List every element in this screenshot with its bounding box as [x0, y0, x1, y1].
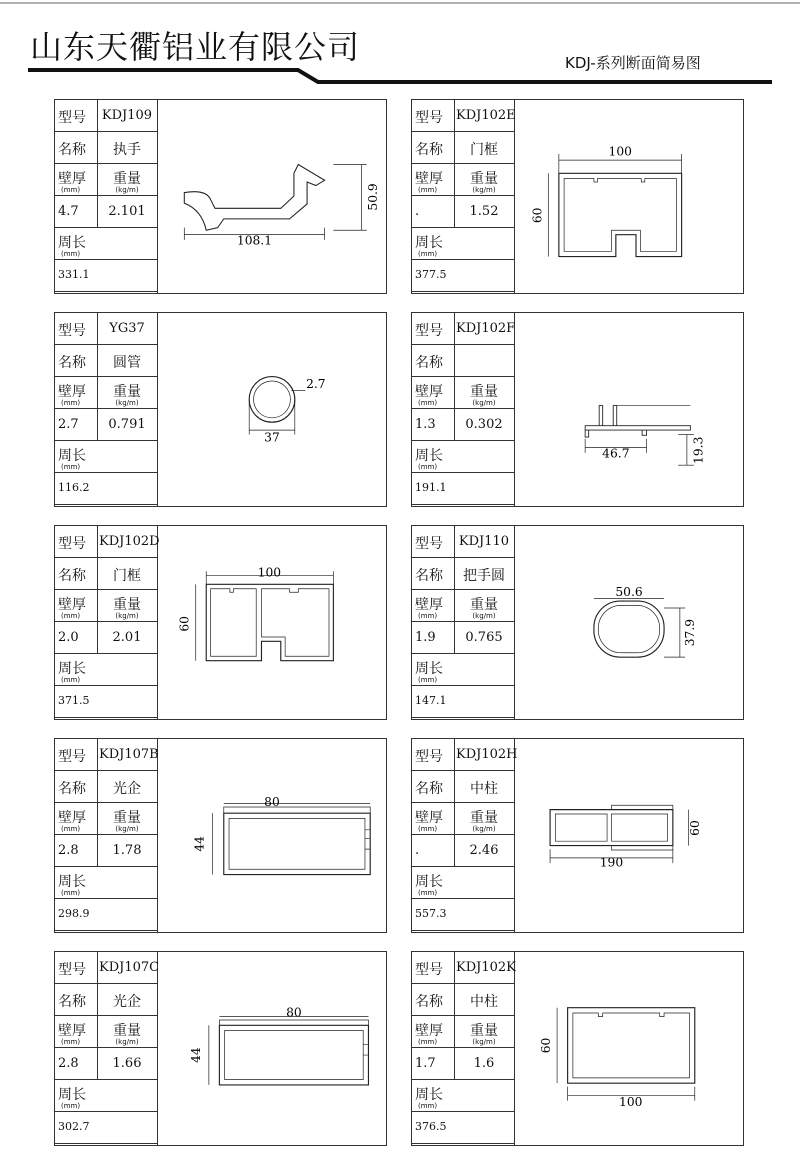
perimeter-label: 周长 — [415, 874, 443, 890]
wall-unit: (mm) — [418, 1038, 438, 1046]
name-value: 执手 — [113, 142, 141, 158]
model-label: 型号 — [58, 536, 86, 552]
dim-label: 190 — [599, 855, 624, 870]
profile-card — [411, 525, 744, 720]
dim-label: 44 — [189, 1047, 204, 1063]
model-value: YG37 — [109, 321, 145, 336]
weight-unit: (kg/m) — [472, 825, 496, 833]
model-value: KDJ102D — [99, 534, 160, 549]
perimeter-value: 191.1 — [415, 481, 447, 494]
name-label: 名称 — [415, 781, 443, 797]
dim-label: 60 — [530, 207, 545, 224]
perimeter-unit: (mm) — [61, 463, 81, 471]
model-value: KDJ109 — [101, 108, 153, 123]
weight-value: 0.302 — [465, 417, 503, 432]
wall-unit: (mm) — [61, 825, 81, 833]
wall-unit: (mm) — [61, 612, 81, 620]
perimeter-value: 116.2 — [58, 481, 90, 494]
weight-label: 重量 — [113, 597, 141, 613]
spec-table — [55, 526, 158, 719]
perimeter-label: 周长 — [58, 874, 86, 890]
perimeter-value: 147.1 — [415, 694, 447, 707]
weight-unit: (kg/m) — [115, 186, 139, 194]
perimeter-label: 周长 — [58, 1087, 86, 1103]
model-label: 型号 — [415, 323, 443, 339]
wall-unit: (mm) — [61, 186, 81, 194]
name-value: 门框 — [470, 142, 498, 158]
profile-card — [411, 99, 744, 294]
model-label: 型号 — [415, 110, 443, 126]
wall-label: 壁厚 — [415, 810, 443, 826]
spec-table — [55, 739, 158, 932]
name-value: 中柱 — [470, 994, 498, 1010]
dim-label: 46.7 — [602, 446, 630, 461]
weight-value: 1.78 — [112, 843, 142, 858]
wall-unit: (mm) — [61, 1038, 81, 1046]
perimeter-unit: (mm) — [61, 1102, 81, 1110]
name-value: 中柱 — [470, 781, 498, 797]
perimeter-unit: (mm) — [418, 676, 438, 684]
weight-value: 2.46 — [469, 843, 499, 858]
dim-label: 60 — [177, 616, 192, 632]
perimeter-label: 周长 — [58, 661, 86, 677]
dim-label: 60 — [539, 1037, 554, 1054]
model-label: 型号 — [58, 110, 86, 126]
profile-section-drawing — [515, 739, 743, 932]
wall-value: 1.3 — [415, 417, 436, 432]
weight-value: 0.791 — [108, 417, 146, 432]
wall-label: 壁厚 — [58, 384, 86, 400]
perimeter-value: 371.5 — [58, 694, 90, 707]
weight-value: 2.101 — [108, 204, 146, 219]
perimeter-unit: (mm) — [61, 250, 81, 258]
weight-unit: (kg/m) — [115, 612, 139, 620]
wall-value: 1.7 — [415, 1056, 436, 1071]
perimeter-unit: (mm) — [418, 463, 438, 471]
weight-value: 0.765 — [465, 630, 503, 645]
wall-value: 2.8 — [58, 1056, 79, 1071]
wall-value: 2.0 — [58, 630, 79, 645]
spec-table — [55, 313, 158, 506]
column-divider — [454, 952, 455, 1080]
dim-label: 100 — [608, 144, 632, 159]
dim-label: 100 — [619, 1094, 643, 1109]
profile-section-drawing — [158, 952, 386, 1145]
wall-unit: (mm) — [418, 825, 438, 833]
name-label: 名称 — [415, 355, 443, 371]
profile-card — [411, 738, 744, 933]
wall-unit: (mm) — [418, 612, 438, 620]
profile-section-drawing — [515, 526, 743, 719]
perimeter-value: 376.5 — [415, 1120, 447, 1133]
perimeter-unit: (mm) — [61, 676, 81, 684]
model-label: 型号 — [415, 962, 443, 978]
column-divider — [454, 100, 455, 228]
wall-label: 壁厚 — [415, 384, 443, 400]
name-label: 名称 — [58, 142, 86, 158]
name-value: 把手圆 — [463, 568, 505, 584]
dim-label: 60 — [688, 820, 703, 836]
perimeter-unit: (mm) — [61, 889, 81, 897]
column-divider — [97, 313, 98, 441]
perimeter-label: 周长 — [415, 1087, 443, 1103]
wall-value: 2.7 — [58, 417, 79, 432]
column-divider — [97, 100, 98, 228]
perimeter-label: 周长 — [415, 448, 443, 464]
dim-label: 19.3 — [691, 436, 706, 464]
wall-label: 壁厚 — [415, 171, 443, 187]
perimeter-value: 302.7 — [58, 1120, 90, 1133]
spec-table — [412, 313, 515, 506]
dim-label: 44 — [192, 836, 207, 852]
weight-label: 重量 — [470, 1023, 498, 1039]
model-value: KDJ110 — [458, 534, 510, 549]
wall-label: 壁厚 — [58, 171, 86, 187]
profile-card — [54, 738, 387, 933]
spec-table — [412, 100, 515, 293]
name-label: 名称 — [58, 994, 86, 1010]
profile-section-drawing — [158, 100, 386, 293]
dim-label: 80 — [264, 795, 280, 810]
name-label: 名称 — [58, 355, 86, 371]
weight-unit: (kg/m) — [115, 399, 139, 407]
weight-label: 重量 — [113, 171, 141, 187]
model-value: KDJ107C — [99, 960, 160, 975]
weight-unit: (kg/m) — [472, 1038, 496, 1046]
model-label: 型号 — [58, 323, 86, 339]
model-value: KDJ102E — [456, 108, 516, 123]
perimeter-value: 557.3 — [415, 907, 447, 920]
profile-section-drawing — [515, 313, 743, 506]
perimeter-unit: (mm) — [418, 1102, 438, 1110]
profile-card — [54, 99, 387, 294]
column-divider — [454, 526, 455, 654]
wall-value: 1.9 — [415, 630, 436, 645]
column-divider — [454, 739, 455, 867]
model-label: 型号 — [58, 749, 86, 765]
profile-card — [54, 312, 387, 507]
column-divider — [97, 739, 98, 867]
perimeter-label: 周长 — [415, 235, 443, 251]
name-label: 名称 — [58, 781, 86, 797]
wall-label: 壁厚 — [58, 597, 86, 613]
model-label: 型号 — [415, 536, 443, 552]
wall-label: 壁厚 — [58, 810, 86, 826]
weight-value: 1.66 — [112, 1056, 142, 1071]
profile-section-drawing — [515, 952, 743, 1145]
wall-value: . — [415, 204, 420, 219]
weight-label: 重量 — [113, 1023, 141, 1039]
model-value: KDJ107B — [99, 747, 159, 762]
profile-section-drawing — [158, 739, 386, 932]
profile-card — [54, 525, 387, 720]
profile-section-drawing — [515, 100, 743, 293]
name-label: 名称 — [415, 142, 443, 158]
name-label: 名称 — [415, 568, 443, 584]
weight-label: 重量 — [470, 171, 498, 187]
profile-card — [54, 951, 387, 1146]
weight-value: 1.6 — [473, 1056, 495, 1071]
wall-value: 2.8 — [58, 843, 79, 858]
model-label: 型号 — [415, 749, 443, 765]
dim-label: 100 — [257, 565, 282, 580]
perimeter-label: 周长 — [415, 661, 443, 677]
model-value: KDJ102K — [456, 960, 516, 975]
model-value: KDJ102H — [456, 747, 518, 762]
name-value: 门框 — [113, 568, 141, 584]
name-value: 圆管 — [113, 355, 141, 371]
wall-label: 壁厚 — [58, 1023, 86, 1039]
name-value: 光企 — [113, 994, 141, 1010]
dim-label: 80 — [286, 1005, 302, 1020]
spec-table — [412, 526, 515, 719]
wall-unit: (mm) — [418, 399, 438, 407]
perimeter-value: 377.5 — [415, 268, 447, 281]
spec-table — [412, 952, 515, 1145]
weight-value: 2.01 — [112, 630, 142, 645]
column-divider — [454, 313, 455, 441]
wall-label: 壁厚 — [415, 1023, 443, 1039]
company-name: 山东天衢铝业有限公司 — [30, 28, 361, 66]
weight-unit: (kg/m) — [115, 1038, 139, 1046]
dim-label: 50.9 — [366, 183, 381, 211]
name-label: 名称 — [415, 994, 443, 1010]
column-divider — [97, 526, 98, 654]
wall-label: 壁厚 — [415, 597, 443, 613]
dim-label: 37.9 — [682, 618, 697, 647]
column-divider — [97, 952, 98, 1080]
weight-label: 重量 — [470, 384, 498, 400]
wall-value: . — [415, 843, 420, 858]
perimeter-unit: (mm) — [418, 250, 438, 258]
weight-value: 1.52 — [469, 204, 499, 219]
perimeter-unit: (mm) — [418, 889, 438, 897]
profile-card — [411, 951, 744, 1146]
weight-unit: (kg/m) — [472, 186, 496, 194]
weight-label: 重量 — [470, 810, 498, 826]
profile-section-drawing — [158, 526, 386, 719]
wall-unit: (mm) — [61, 399, 81, 407]
profile-card — [411, 312, 744, 507]
spec-table — [55, 952, 158, 1145]
weight-unit: (kg/m) — [472, 612, 496, 620]
perimeter-value: 298.9 — [58, 907, 90, 920]
weight-unit: (kg/m) — [472, 399, 496, 407]
model-value: KDJ102F — [456, 321, 516, 336]
dim-label: 2.7 — [306, 377, 326, 392]
catalog-subtitle: KDJ-系列断面简易图 — [565, 54, 701, 72]
weight-label: 重量 — [470, 597, 498, 613]
name-label: 名称 — [58, 568, 86, 584]
weight-unit: (kg/m) — [115, 825, 139, 833]
perimeter-label: 周长 — [58, 235, 86, 251]
weight-label: 重量 — [113, 384, 141, 400]
model-label: 型号 — [58, 962, 86, 978]
dim-label: 50.6 — [615, 584, 643, 599]
wall-unit: (mm) — [418, 186, 438, 194]
dim-label: 108.1 — [236, 233, 273, 248]
profile-section-drawing — [158, 313, 386, 506]
wall-value: 4.7 — [58, 204, 79, 219]
perimeter-label: 周长 — [58, 448, 86, 464]
spec-table — [55, 100, 158, 293]
perimeter-value: 331.1 — [58, 268, 90, 281]
spec-table — [412, 739, 518, 932]
name-value: 光企 — [113, 781, 141, 797]
weight-label: 重量 — [113, 810, 141, 826]
dim-label: 37 — [264, 430, 280, 445]
